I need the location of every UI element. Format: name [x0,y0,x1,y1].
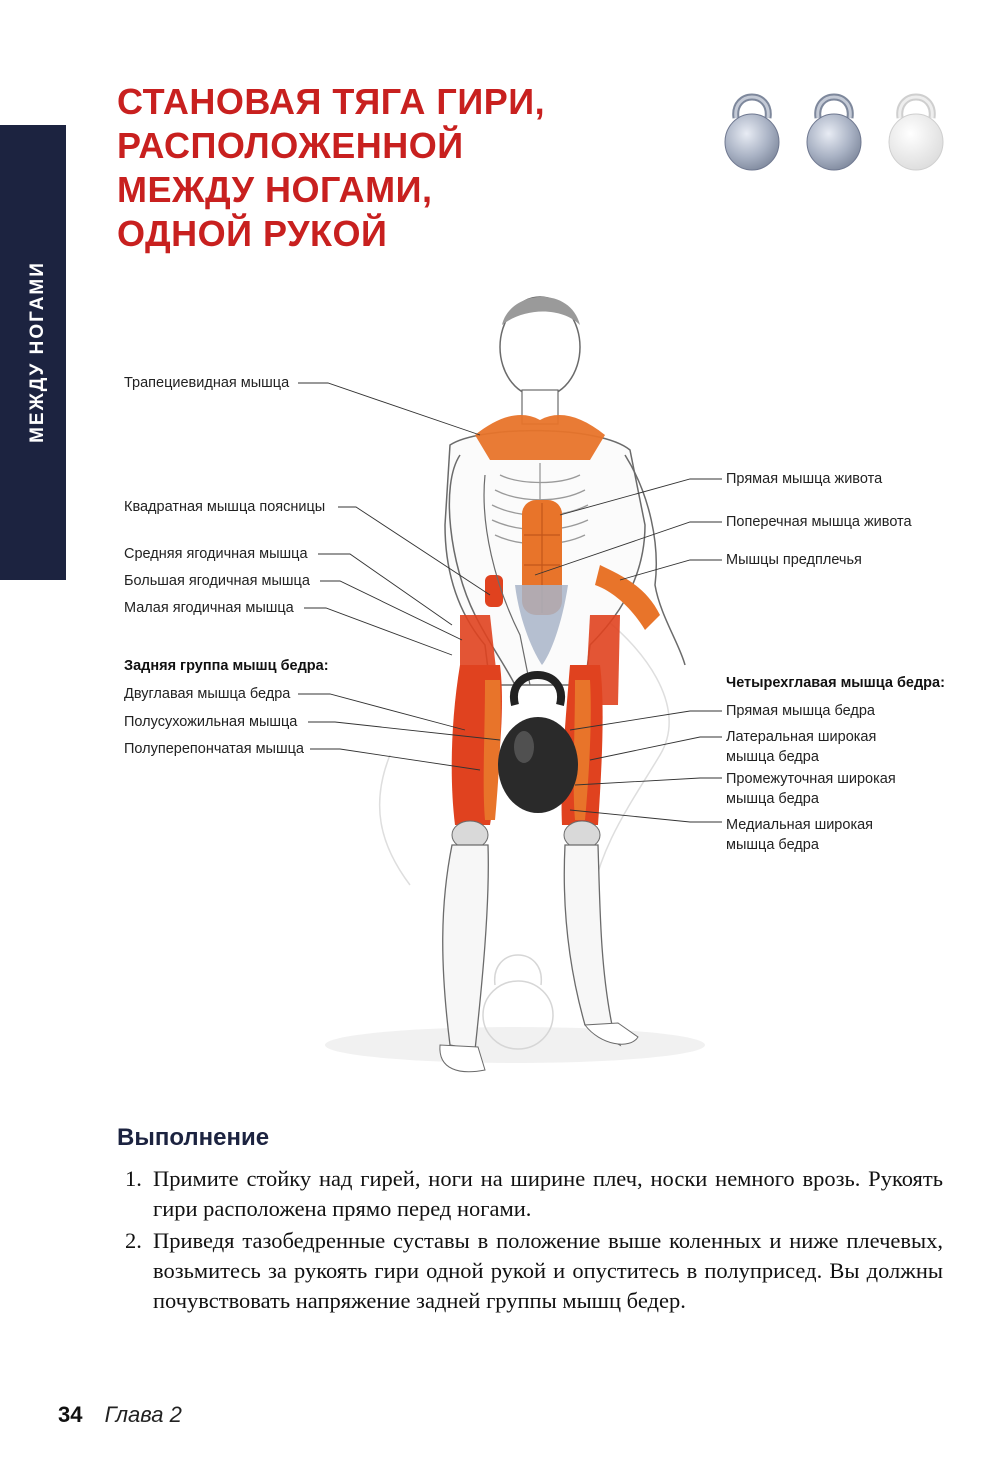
chapter-label: Глава 2 [104,1402,182,1427]
label-hamstrings-heading: Задняя группа мышц бедра: [124,658,329,674]
label-rectus-abdominis: Прямая мышца живота [726,471,883,487]
title-line: ОДНОЙ РУКОЙ [117,213,388,254]
label-semitendinosus: Полусухожильная мышца [124,714,298,730]
label-line: Латеральная широкая [726,729,877,745]
label-line: мышца бедра [726,749,819,765]
title-line: СТАНОВАЯ ТЯГА ГИРИ, [117,81,546,122]
label-gluteus-maximus: Большая ягодичная мышца [124,573,310,589]
label-semimembranosus: Полуперепончатая мышца [124,741,304,757]
label-gluteus-minimus: Малая ягодичная мышца [124,600,294,616]
kettlebell-icon [807,97,861,170]
step-number: 2. [125,1228,142,1253]
label-vastus-intermedius [726,769,896,809]
exercise-title [117,80,677,256]
step-item [117,1226,943,1316]
title-line: МЕЖДУ НОГАМИ, [117,169,433,210]
label-quadratus-lumborum: Квадратная мышца поясницы [124,499,326,515]
execution-steps [117,1164,943,1318]
left-foot [440,1045,485,1072]
kettlebell-icon-empty [889,97,943,170]
page-footer [58,1402,182,1428]
step-text: Примите стойку над гирей, ноги на ширине плеч, носки немного врозь. Рукоять гири расположена прямо перед ногами. [153,1166,943,1221]
thigh-orange-left [484,680,501,820]
right-shin [564,845,620,1045]
label-biceps-femoris: Двуглавая мышца бедра [124,686,291,702]
execution-heading: Выполнение [117,1124,270,1151]
step-text: Приведя тазобедренные суставы в положение выше коленных и ниже плечевых, возьмитесь за рукоять гири одной рукой и опуститесь в полуприсед. Вы должны почувствовать напряжение задней группы мышц бедер. [153,1228,943,1313]
label-transversus-abdominis: Поперечная мышца живота [726,514,912,530]
label-rectus-femoris: Прямая мышца бедра [726,703,875,719]
label-forearm: Мышцы предплечья [726,552,862,568]
label-line: Медиальная широкая [726,817,874,833]
step-item [117,1164,943,1224]
label-line: Промежуточная широкая [726,771,896,787]
label-line: мышца бедра [726,837,819,853]
kettlebell-icon [725,97,779,170]
label-vastus-lateralis [726,727,876,767]
difficulty-rating [718,84,958,176]
trapezius-muscle [475,415,605,460]
label-gluteus-medius: Средняя ягодичная мышца [124,546,308,562]
label-quadriceps-heading: Четырехглавая мышца бедра: [726,675,945,691]
label-line: мышца бедра [726,791,819,807]
label-vastus-medialis [726,815,873,855]
page-number: 34 [58,1402,83,1427]
left-shin [443,845,489,1050]
step-number: 1. [125,1166,142,1191]
label-trapezius: Трапециевидная мышца [124,375,290,391]
quadratus-lumborum-muscle [485,575,503,607]
anatomy-illustration [300,285,720,1095]
head [500,297,580,424]
side-tab-label: МЕЖДУ НОГАМИ [27,261,48,443]
kettlebell-in-hand [498,675,578,813]
title-line: РАСПОЛОЖЕННОЙ [117,125,464,166]
